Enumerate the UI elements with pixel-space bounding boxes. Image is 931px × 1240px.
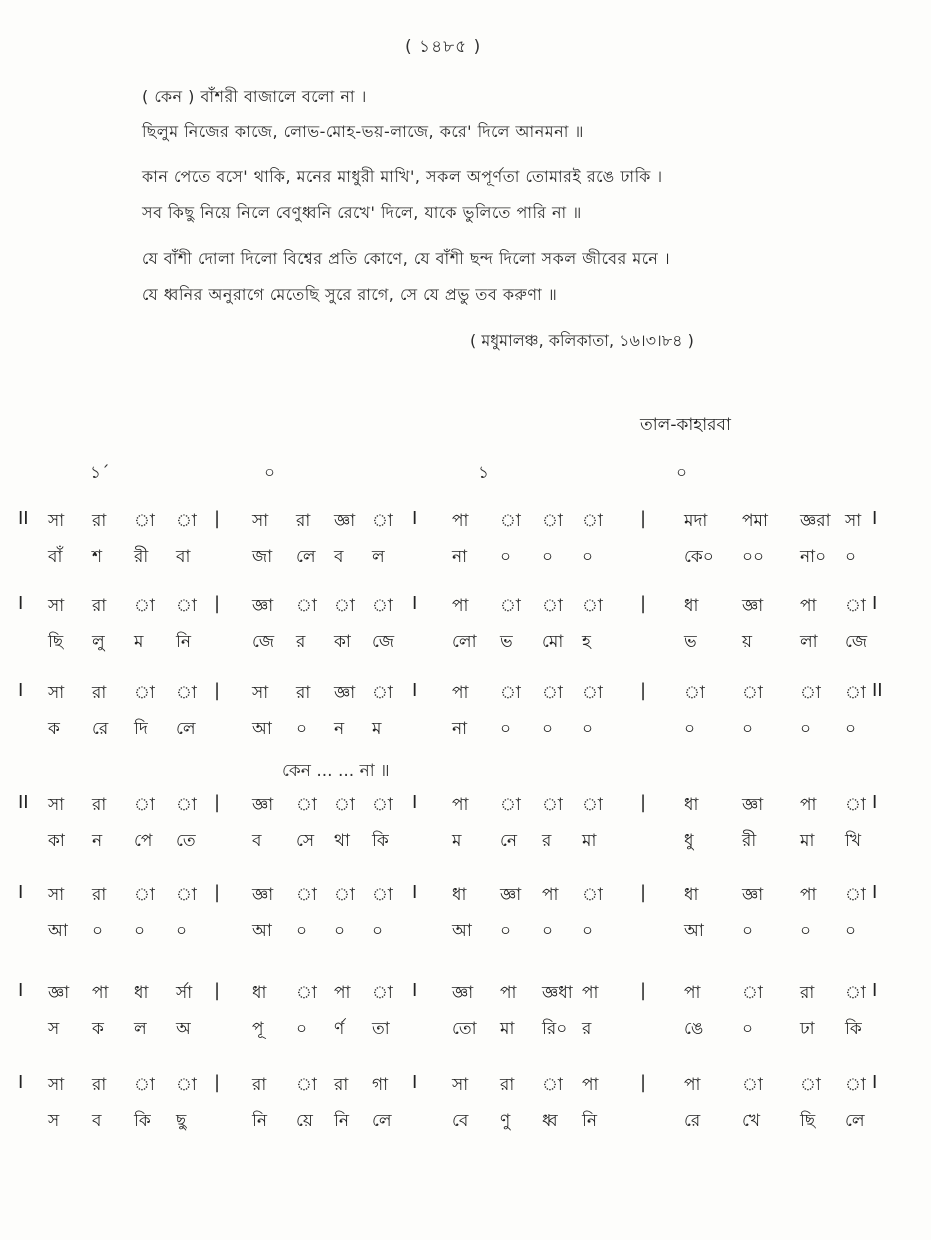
note: া	[542, 596, 563, 616]
note: সা	[252, 683, 269, 703]
syllable: ব	[252, 831, 262, 851]
note: রা	[296, 511, 311, 531]
note: রা	[800, 983, 815, 1003]
note: া	[845, 983, 866, 1003]
note: পা	[800, 795, 817, 815]
syllable: তা	[372, 1019, 390, 1039]
syllable: ল	[134, 1019, 147, 1039]
note: া	[800, 1075, 821, 1095]
syllable: ০	[582, 921, 594, 941]
syllable: দি	[134, 719, 148, 739]
syllable: ক	[48, 719, 60, 739]
syllable: ণু	[500, 1111, 511, 1131]
note: া	[845, 596, 866, 616]
note: সা	[48, 795, 65, 815]
note: া	[500, 596, 521, 616]
note: া	[334, 795, 355, 815]
syllable: আ	[252, 719, 272, 739]
syllable: কা	[48, 831, 65, 851]
syllable: ম	[134, 632, 144, 652]
note: পা	[452, 795, 469, 815]
note: া	[334, 596, 355, 616]
note: া	[176, 596, 197, 616]
note: পা	[684, 983, 701, 1003]
note: া	[134, 683, 155, 703]
lyric-line: ( কেন ) বাঁশরী বাজালে বলো না ।	[142, 87, 367, 106]
syllable: ল	[372, 547, 385, 567]
note: া	[582, 596, 603, 616]
beat-mark: ০	[676, 463, 688, 483]
beat-mark: ০	[264, 463, 276, 483]
note: া	[334, 885, 355, 905]
note: পমা	[742, 511, 768, 531]
note: া	[582, 885, 603, 905]
note: া	[742, 983, 763, 1003]
note: া	[372, 885, 393, 905]
bar-line: |	[640, 980, 647, 1001]
syllable: ০	[582, 719, 594, 739]
bar-line: I	[872, 593, 878, 614]
syllable: ভ	[684, 632, 697, 652]
syllable: কি	[845, 1019, 862, 1039]
syllable: বা	[176, 547, 191, 567]
syllable: পূ	[252, 1019, 264, 1039]
syllable: না	[452, 547, 468, 567]
note: পা	[500, 983, 517, 1003]
note: জ্ঞা	[742, 885, 764, 905]
note: া	[845, 1075, 866, 1095]
syllable: জে	[845, 632, 868, 652]
row-start-bar: I	[18, 980, 24, 1001]
syllable: ০	[92, 921, 104, 941]
note: া	[176, 683, 197, 703]
syllable: নি	[176, 632, 192, 652]
bar-line: |	[214, 593, 221, 614]
syllable: ০	[742, 921, 754, 941]
syllable: ছি	[48, 632, 64, 652]
note: া	[296, 795, 317, 815]
syllable: রী	[134, 547, 149, 567]
note: া	[134, 596, 155, 616]
bar-line: I	[872, 508, 878, 529]
syllable: ন	[92, 831, 103, 851]
beat-mark: ১´	[90, 463, 110, 483]
note: রা	[92, 795, 107, 815]
row-start-bar: I	[18, 593, 24, 614]
bar-line: |	[214, 792, 221, 813]
note: সা	[48, 683, 65, 703]
note: পা	[542, 885, 559, 905]
note: া	[500, 511, 521, 531]
note: রা	[334, 1075, 349, 1095]
note: া	[134, 885, 155, 905]
syllable: ০	[296, 719, 308, 739]
note: জ্ঞা	[252, 885, 274, 905]
syllable: থা	[334, 831, 350, 851]
note: ধা	[252, 983, 267, 1003]
bar-line: I	[412, 980, 418, 1001]
syllable: মা	[500, 1019, 515, 1039]
bar-line: |	[640, 508, 647, 529]
syllable: তে	[176, 831, 196, 851]
syllable: ০	[542, 921, 554, 941]
note: জ্ঞা	[252, 795, 274, 815]
note: রা	[92, 1075, 107, 1095]
bar-line: I	[412, 593, 418, 614]
bar-line: |	[640, 593, 647, 614]
syllable: ব	[334, 547, 344, 567]
lyric-line: যে ধ্বনির অনুরাগে মেতেছি সুরে রাগে, সে যে প্রভু তব করুণা ॥	[142, 285, 558, 304]
note: া	[742, 683, 763, 703]
note: জ্ঞা	[742, 795, 764, 815]
syllable: আ	[252, 921, 272, 941]
lyric-line: যে বাঁশী দোলা দিলো বিশ্বের প্রতি কোণে, যে বাঁশী ছন্দ দিলো সকল জীবের মনে ।	[142, 249, 671, 268]
syllable: ০	[296, 1019, 308, 1039]
taal-label: তাল-কাহারবা	[640, 415, 731, 435]
syllable: ০	[684, 719, 696, 739]
syllable: ন	[334, 719, 345, 739]
syllable: পে	[134, 831, 153, 851]
row-start-bar: I	[18, 680, 24, 701]
note: া	[845, 683, 866, 703]
note: া	[542, 511, 563, 531]
note: মদা	[684, 511, 708, 531]
syllable: ০	[542, 547, 554, 567]
note: পা	[452, 596, 469, 616]
syllable: মো	[542, 632, 564, 652]
note: জ্ঞা	[452, 983, 474, 1003]
note: জ্ঞা	[334, 511, 356, 531]
bar-line: |	[640, 1072, 647, 1093]
syllable: ০	[500, 921, 512, 941]
bar-line: |	[214, 882, 221, 903]
lyric-line: কান পেতে বসে' থাকি, মনের মাধুরী মাখি', সকল অপূর্ণতা তোমারই রঙে ঢাকি ।	[142, 167, 663, 186]
lyric-line: সব কিছু নিয়ে নিলে বেণুধ্বনি রেখে' দিলে, যাকে ভুলিতে পারি না ॥	[142, 203, 582, 222]
row-start-bar: I	[18, 882, 24, 903]
syllable: ০	[582, 547, 594, 567]
syllable: লে	[176, 719, 196, 739]
note: পা	[92, 983, 109, 1003]
note: া	[296, 596, 317, 616]
note: রা	[92, 683, 107, 703]
note: পা	[452, 683, 469, 703]
syllable: ছু	[176, 1111, 187, 1131]
row-start-bar: I	[18, 1072, 24, 1093]
note: া	[296, 1075, 317, 1095]
syllable: নি	[582, 1111, 598, 1131]
syllable: ০	[845, 719, 857, 739]
note: পা	[334, 983, 351, 1003]
source-citation: ( মধুমালঞ্চ, কলিকাতা, ১৬।৩।৮৪ )	[470, 331, 694, 350]
syllable: র	[582, 1019, 592, 1039]
syllable: নি	[334, 1111, 350, 1131]
row-start-bar: II	[18, 508, 29, 529]
note: সা	[452, 1075, 469, 1095]
syllable: বাঁ	[48, 547, 63, 567]
page-number: ( ১৪৮৫ )	[405, 37, 482, 57]
syllable: আ	[48, 921, 68, 941]
note: জ্ঞরা	[800, 511, 831, 531]
note: া	[800, 683, 821, 703]
note: া	[134, 795, 155, 815]
syllable: ০০	[742, 547, 765, 567]
syllable: ০	[542, 719, 554, 739]
note: রা	[500, 1075, 515, 1095]
syllable: রি০	[542, 1019, 568, 1039]
note: জ্ঞা	[48, 983, 70, 1003]
syllable: নি	[252, 1111, 268, 1131]
note: পা	[800, 885, 817, 905]
syllable: র	[542, 831, 552, 851]
syllable: খে	[742, 1111, 761, 1131]
note: া	[500, 683, 521, 703]
syllable: ঢা	[800, 1019, 815, 1039]
row-start-bar: II	[18, 792, 29, 813]
note: া	[582, 683, 603, 703]
syllable: ০	[845, 547, 857, 567]
bar-line: |	[640, 882, 647, 903]
note: জ্ঞা	[334, 683, 356, 703]
note: া	[176, 795, 197, 815]
syllable: লে	[845, 1111, 865, 1131]
syllable: লে	[296, 547, 316, 567]
note: া	[845, 795, 866, 815]
note: ধা	[134, 983, 149, 1003]
note: সা	[48, 885, 65, 905]
note: া	[372, 795, 393, 815]
note: জ্ঞা	[742, 596, 764, 616]
syllable: কা	[334, 632, 351, 652]
syllable: তো	[452, 1019, 477, 1039]
note: া	[742, 1075, 763, 1095]
syllable: ম	[452, 831, 462, 851]
note: া	[684, 683, 705, 703]
note: রা	[296, 683, 311, 703]
lyric-line: ছিলুম নিজের কাজে, লোভ-মোহ-ভয়-লাজে, করে' দিলে আনমনা ॥	[142, 122, 584, 141]
note: া	[176, 885, 197, 905]
bar-line: |	[214, 508, 221, 529]
syllable: জা	[252, 547, 273, 567]
syllable: ০	[500, 719, 512, 739]
note: র্সা	[176, 983, 193, 1003]
note: সা	[48, 596, 65, 616]
bar-line: |	[214, 680, 221, 701]
note: ধা	[684, 885, 699, 905]
note: া	[542, 683, 563, 703]
bar-line: |	[214, 1072, 221, 1093]
syllable: না০	[800, 547, 827, 567]
note: সা	[48, 1075, 65, 1095]
note: ধা	[684, 795, 699, 815]
refrain-cue: কেন ... ... না ॥	[282, 761, 390, 781]
note: জ্ঞা	[252, 596, 274, 616]
note: া	[845, 885, 866, 905]
syllable: আ	[452, 921, 472, 941]
syllable: লে	[372, 1111, 392, 1131]
bar-line: I	[872, 1072, 878, 1093]
syllable: না	[452, 719, 468, 739]
note: পা	[684, 1075, 701, 1095]
note: পা	[800, 596, 817, 616]
syllable: স	[48, 1019, 60, 1039]
bar-line: I	[872, 882, 878, 903]
bar-line: I	[872, 980, 878, 1001]
note: া	[372, 683, 393, 703]
note: রা	[92, 596, 107, 616]
bar-line: II	[872, 680, 883, 701]
note: া	[582, 511, 603, 531]
syllable: রী	[742, 831, 757, 851]
note: া	[500, 795, 521, 815]
syllable: ভ	[500, 632, 513, 652]
bar-line: |	[640, 792, 647, 813]
syllable: র	[296, 632, 306, 652]
syllable: জে	[252, 632, 275, 652]
syllable: সে	[296, 831, 315, 851]
syllable: জে	[372, 632, 395, 652]
syllable: ০	[334, 921, 346, 941]
syllable: ০	[296, 921, 308, 941]
syllable: ০	[800, 921, 812, 941]
bar-line: |	[640, 680, 647, 701]
syllable: বে	[452, 1111, 469, 1131]
syllable: ০	[742, 719, 754, 739]
syllable: ক	[92, 1019, 104, 1039]
syllable: ০	[742, 1019, 754, 1039]
note: া	[176, 1075, 197, 1095]
note: া	[176, 511, 197, 531]
note: জ্ঞা	[500, 885, 522, 905]
syllable: মা	[800, 831, 815, 851]
note: গা	[372, 1075, 389, 1095]
bar-line: I	[872, 792, 878, 813]
syllable: কি	[134, 1111, 151, 1131]
note: া	[372, 511, 393, 531]
syllable: কি	[372, 831, 389, 851]
note: সা	[48, 511, 65, 531]
syllable: লো	[452, 632, 477, 652]
syllable: ম	[372, 719, 382, 739]
note: সা	[252, 511, 269, 531]
syllable: রে	[684, 1111, 701, 1131]
syllable: ০	[372, 921, 384, 941]
syllable: মা	[582, 831, 597, 851]
note: সা	[845, 511, 862, 531]
note: া	[372, 596, 393, 616]
syllable: খি	[845, 831, 862, 851]
syllable: র্ণ	[334, 1019, 345, 1039]
bar-line: I	[412, 508, 418, 529]
note: া	[582, 795, 603, 815]
syllable: লা	[800, 632, 818, 652]
bar-line: I	[412, 680, 418, 701]
note: রা	[92, 885, 107, 905]
syllable: আ	[684, 921, 704, 941]
bar-line: |	[214, 980, 221, 1001]
syllable: ০	[500, 547, 512, 567]
note: রা	[252, 1075, 267, 1095]
syllable: শ	[92, 547, 103, 567]
note: জ্ঞধা	[542, 983, 573, 1003]
note: া	[542, 1075, 563, 1095]
syllable: ০	[800, 719, 812, 739]
syllable: ০	[176, 921, 188, 941]
note: া	[542, 795, 563, 815]
syllable: ছি	[800, 1111, 816, 1131]
note: া	[296, 885, 317, 905]
note: া	[372, 983, 393, 1003]
note: পা	[452, 511, 469, 531]
note: পা	[582, 983, 599, 1003]
beat-mark: ১	[478, 463, 490, 483]
note: া	[134, 511, 155, 531]
syllable: ঙে	[684, 1019, 704, 1039]
bar-line: I	[412, 1072, 418, 1093]
note: রা	[92, 511, 107, 531]
syllable: ০	[134, 921, 146, 941]
syllable: ব	[92, 1111, 102, 1131]
syllable: স	[48, 1111, 60, 1131]
bar-line: I	[412, 792, 418, 813]
syllable: অ	[176, 1019, 191, 1039]
syllable: হ	[582, 632, 591, 652]
note: ধা	[452, 885, 467, 905]
note: ধা	[684, 596, 699, 616]
syllable: ০	[845, 921, 857, 941]
syllable: কে০	[684, 547, 714, 567]
syllable: লু	[92, 632, 105, 652]
note: পা	[582, 1075, 599, 1095]
syllable: য়ে	[296, 1111, 313, 1131]
syllable: ধু	[684, 831, 694, 851]
syllable: য়	[742, 632, 753, 652]
note: া	[134, 1075, 155, 1095]
syllable: ধ্ব	[542, 1111, 558, 1131]
note: া	[296, 983, 317, 1003]
syllable: রে	[92, 719, 109, 739]
bar-line: I	[412, 882, 418, 903]
syllable: নে	[500, 831, 518, 851]
